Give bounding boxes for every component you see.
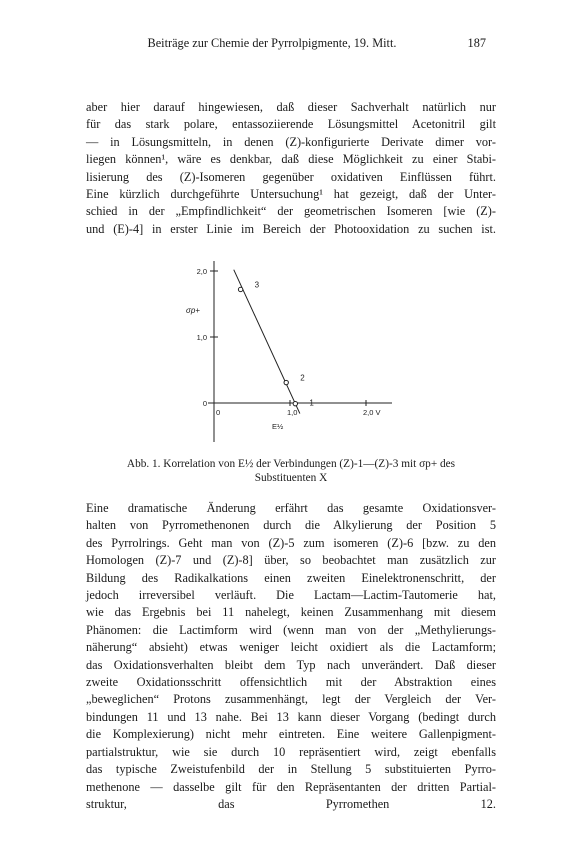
caption-line-2: Substituenten X [254,472,328,484]
paragraph-1-line: aber hier darauf hingewiesen, daß dieser Sachverhalt natürlich nur [86,100,496,114]
x-tick-label: 0 [216,408,221,417]
data-point-label-3: 3 [254,280,260,290]
paragraph-1 [86,99,496,238]
y-tick-label: 0 [202,399,207,408]
paragraph-1-line: für das stark polare, entassoziierende Lösungsmittel Acetonitril gilt [86,117,496,132]
figure-1-chart [180,256,410,446]
paragraph-2-line: Homologen (Z)-7 und (Z)-8] über, so beobachtet man zusätzlich zur [86,553,496,568]
paragraph-2-line: „beweglichen“ Protons zusammenhängt, legt der Vergleich der Ver- [86,692,496,707]
figure-caption [86,457,496,485]
paragraph-2-line: näherung“ absieht) etwas weniger leicht oxidiert als die Lactamform; [86,640,496,655]
paragraph-1-line: und (E)-4] in erster Linie im Bereich der Photooxidation zu suchen ist. [86,221,496,236]
caption-line-1: Abb. 1. Korrelation von E½ der Verbindungen (Z)-1—(Z)-3 mit σp+ des [126,458,456,470]
paragraph-2-line: die Komplexierung) nicht mehr eintreten. Eine weitere Gallenpigment- [86,727,496,742]
paragraph-2-line: bindungen 11 und 13 nahe. Bei 13 kann dieser Vorgang (bedingt durch [86,709,496,724]
paragraph-2-line: struktur, das Pyrromethen 12. [86,796,496,811]
paragraph-1-line: — in Lösungsmitteln, in denen (Z)-konfigurierte Derivate dimer vor- [86,134,496,149]
paragraph-1-line: lisierung des (Z)-Isomeren gegenüber oxidativen Einflüssen führt. [86,169,496,184]
paragraph-2-line: Eine dramatische Änderung erfährt das gesamte Oxidationsver- [86,501,496,515]
paragraph-2-line: Bildung des Radikalkations einen zweiten Einelektronenschritt, der [86,570,496,585]
paragraph-2-line: das Oxidationsverhalten bleibt dem Typ nach unverändert. Daß dieser [86,657,496,672]
data-point-2 [284,380,288,384]
paragraph-1-line: schied in der „Empfindlichkeit“ der geometrischen Isomeren [wie (Z)- [86,204,496,219]
running-header [110,36,486,52]
paragraph-2-line: Phänomen: die Lactimform wird (wenn man von der „Methylierungs- [86,622,496,637]
x-tick-label: 2,0 V [363,408,381,417]
paragraph-2-line: halten von Pyrromethenonen durch die Alkylierung der Position 5 [86,518,496,533]
x-axis-label: E½ [272,422,284,431]
paragraph-2-line: jedoch irreversibel verläuft. Die Lactam—Lactim-Tautomerie hat, [86,588,496,603]
paragraph-1-line: Eine kürzlich durchgeführte Untersuchung¹ hat gezeigt, daß der Unter- [86,187,496,202]
paragraph-2-line: partialstruktur, wie sie durch 10 repräsentiert wird, zeigt ebenfalls [86,744,496,759]
fit-line [234,270,300,414]
paragraph-2 [86,500,496,813]
paragraph-2-line: methenone — dasselbe gilt für den Repräsentanten der dritten Partial- [86,779,496,794]
paragraph-1-line: liegen können¹, wäre es denkbar, daß diese Möglichkeit zu einer Stabi- [86,152,496,167]
paragraph-2-line: das typische Zweistufenbild der in Stellung 5 substituierten Pyrro- [86,762,496,777]
running-title: Beiträge zur Chemie der Pyrrolpigmente, 19. Mitt. [147,36,397,50]
paragraph-2-line: zweite Oxidationsschritt offensichtlich mit der Abstraktion eines [86,675,496,690]
x-tick-label: 1,0 [287,408,298,417]
paragraph-2-line: wie das Ergebnis bei 11 nahelegt, keinen Zusammenhang mit diesem [86,605,496,620]
y-axis-label: σp+ [186,306,200,315]
data-point-1 [293,401,297,405]
data-point-label-2: 2 [300,373,305,383]
y-tick-label: 1,0 [196,333,207,342]
data-point-3 [238,287,242,291]
page-number: 187 [467,36,486,50]
paragraph-2-line: des Pyrrolrings. Geht man von (Z)-5 zum isomeren (Z)-6 [bzw. zu den [86,535,496,550]
y-tick-label: 2,0 [196,267,207,276]
data-point-label-1: 1 [309,398,314,408]
